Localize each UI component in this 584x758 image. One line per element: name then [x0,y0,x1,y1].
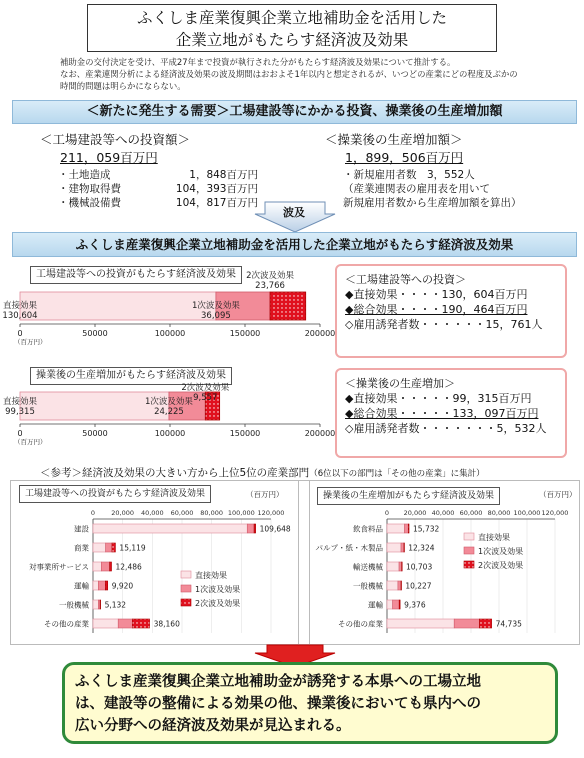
reference-note: （6位以下の部門は「その他の産業」に集計） [309,469,485,479]
category-label: 輸送機械 [353,562,383,572]
bar-segment [387,524,405,533]
unit-label: （百万円） [14,338,47,346]
bar-value-label: 23,766 [255,281,285,291]
summary-invest-heading: ＜工場建設等への投資＞ [345,273,466,286]
category-label: その他の産業 [44,619,89,629]
category-label: その他の産業 [338,619,383,629]
bar-total-label: 12,324 [408,543,435,553]
legend-label: 1次波及効果 [195,585,241,594]
summary-invest-direct: ◆直接効果・・・・130，604百万円 [345,288,528,301]
bar-segment [404,543,405,552]
summary-prod-total: ◆総合効果・・・・・133，097百万円 [345,407,539,420]
x-tick-label: 100000 [154,429,186,438]
bar-total-label: 12,486 [115,562,142,572]
bar-total-label: 74,735 [495,619,522,629]
category-label: 一般機械 [59,600,89,610]
legend-swatch [464,547,474,554]
bar-segment [93,581,98,590]
bar-value-label: 99,315 [5,407,35,417]
x-tick-label: 80,000 [200,509,224,517]
conclusion-line-2: は、建設等の整備による効果の他、操業後においても県内への [75,696,481,712]
bar-series-label: 2次波及効果 [181,383,230,393]
x-tick-label: 100,000 [227,509,255,517]
bar-segment [254,524,256,533]
bar-total-label: 15,119 [119,543,146,553]
bar-segment [401,581,402,590]
bar-series-label: 直接効果 [2,397,38,407]
bar-segment [479,619,491,628]
summary-prod-heading: ＜操業後の生産増加＞ [345,377,455,390]
bar-series-label: 直接効果 [2,301,38,311]
title-line-2: 企業立地がもたらす経済波及効果 [175,31,409,49]
bar-segment [393,600,400,609]
category-label: 商業 [74,543,89,553]
bar-series-label: 1次波及効果 [145,397,193,407]
legend-label: 直接効果 [478,533,510,542]
x-tick-label: 80,000 [487,509,511,517]
production-heading: ＜操業後の生産増加額＞ [325,132,463,147]
bar-total-label: 5,132 [104,600,127,610]
investment-item [58,182,258,196]
bar-segment [93,600,98,609]
chart4 [298,480,580,645]
bar-segment [112,543,115,552]
investment-item [58,196,258,210]
x-tick-label: 120,000 [257,509,285,517]
category-label: 対事業所サービス [29,562,89,572]
x-tick-label: 100,000 [513,509,541,517]
bar-value-label: 24,225 [154,407,184,417]
conclusion-line-1: ふくしま産業復興企業立地補助金が誘発する本県への工場立地 [75,674,481,690]
x-tick-label: 120,000 [541,509,569,517]
bar-segment [247,524,254,533]
bar-segment [93,543,106,552]
legend-label: 2次波及効果 [195,599,241,608]
bar-total-label: 109,648 [259,524,291,534]
x-tick-label: 20,000 [111,509,135,517]
production-notes [343,168,573,210]
unit-label: （百万円） [14,438,47,446]
legend-label: 直接効果 [195,571,227,580]
chart3-title: 工場建設等への投資がもたらす経済波及効果 [19,485,211,503]
bar-segment [408,524,409,533]
chart1-svg [2,262,340,362]
demand-band: ＜新たに発生する需要＞工場建設等にかかる投資、操業後の生産増加額 [12,100,577,124]
chart1 [2,262,340,362]
bar-segment-2 [270,292,306,320]
intro-text [60,56,580,92]
bar-series-label: 2次波及効果 [246,271,295,281]
x-tick-label: 40,000 [140,509,164,517]
bar-total-label: 15,732 [413,524,440,534]
summary-prod-employment: ◇雇用誘発者数・・・・・・・5，532人 [345,422,547,435]
bar-segment [93,524,247,533]
x-tick-label: 50000 [82,429,108,438]
x-tick-label: 0 [90,509,96,517]
bar-value-label: 9,557 [193,393,218,403]
bar-segment [93,619,118,628]
production-note-1: ・新規雇用者数 3，552人 [343,169,475,181]
bar-segment [387,600,393,609]
page-title [87,4,497,52]
bar-segment [387,619,454,628]
legend-swatch [181,599,191,606]
x-tick-label: 200000 [304,329,336,338]
x-tick-label: 200000 [304,429,336,438]
investment-item [58,168,258,182]
investment-item-value: 104，393百万円 [175,183,258,195]
reference-title [40,465,485,480]
x-tick-label: 100000 [154,329,186,338]
category-label: 建設 [74,524,89,534]
summary-prod-direct: ◆直接効果・・・・・99，315百万円 [345,392,532,405]
category-label: 運輸 [74,581,89,591]
bar-segment [93,562,101,571]
bar-segment [399,600,400,609]
investment-items [58,168,258,210]
production-total: 1，899，506百万円 [345,150,464,165]
bar-segment [454,619,479,628]
chart4-unit: （百万円） [539,490,577,499]
bar-segment [405,524,409,533]
production-note-2: （産業連関表の雇用表を用いて [343,183,490,195]
legend-label: 2次波及効果 [478,561,524,570]
production-note-3: 新規雇用者数から生産増加額を算出） [343,197,522,209]
bar-total-label: 10,703 [405,562,433,572]
bar-segment [398,581,401,590]
chart3-svg [11,481,311,646]
summary-invest-box [335,264,567,358]
legend-swatch [181,571,191,578]
intro-line-3: 時間的問題は明らかにならない。 [60,81,186,91]
chart2-svg [2,362,340,462]
bar-segment [402,562,403,571]
bar-value-label: 36,095 [201,311,231,321]
bar-segment [387,581,398,590]
x-tick-label: 150000 [229,329,261,338]
category-label: 飲食料品 [353,524,383,534]
investment-item-value: 104，817百万円 [175,197,258,209]
legend-swatch [464,561,474,568]
x-tick-label: 150000 [229,429,261,438]
chart3-unit: （百万円） [246,490,284,499]
bar-segment [401,543,404,552]
bar-segment [101,562,109,571]
ripple-arrow [255,202,335,228]
bar-segment [100,600,101,609]
investment-heading: ＜工場建設等への投資額＞ [40,132,191,147]
bar-total-label: 9,376 [404,600,426,610]
bar-segment [106,543,112,552]
chart2 [2,362,340,462]
x-tick-label: 0 [17,429,23,438]
chart2-title: 操業後の生産増加がもたらす経済波及効果 [30,367,232,385]
bar-segment-0 [20,292,216,320]
bar-segment [132,619,149,628]
x-tick-label: 20,000 [403,509,427,517]
bar-segment [118,619,132,628]
category-label: 運輸 [368,600,383,610]
x-tick-label: 0 [384,509,390,517]
legend-swatch [464,533,474,540]
reference-title-text: ＜参考＞経済波及効果の大きい方から上位5位の産業部門 [40,467,310,479]
legend-label: 1次波及効果 [478,547,524,556]
category-label: 一般機械 [353,581,383,591]
x-tick-label: 50000 [82,329,108,338]
conclusion-line-3: 広い分野への経済波及効果が見込まれる。 [75,718,351,734]
x-tick-label: 40,000 [431,509,455,517]
investment-item-label: ・土地造成 [58,169,111,181]
effect-band: ふくしま産業復興企業立地補助金を活用した企業立地がもたらす経済波及効果 [12,232,577,257]
chart4-svg [299,481,581,646]
x-tick-label: 0 [17,329,23,338]
summary-invest-employment: ◇雇用誘発者数・・・・・・15，761人 [345,318,543,331]
bar-total-label: 10,227 [405,581,432,591]
chart4-title: 操業後の生産増加がもたらす経済波及効果 [317,487,500,505]
category-label: パルプ・紙・木製品 [315,543,383,553]
investment-item-value: 1，848百万円 [189,169,258,181]
chart3 [10,480,310,645]
investment-total: 211，059百万円 [60,150,158,165]
bar-total-label: 9,920 [111,581,134,591]
bar-total-label: 38,160 [153,619,180,629]
investment-item-label: ・機械設備費 [58,197,121,209]
bar-segment [387,562,399,571]
intro-line-2: なお、産業連関分析による経済波及効果の波及期間はおおよそ1年以内と想定されるが、いつどの産業にどの程度及ぶかの [60,69,518,79]
bar-segment [399,562,402,571]
summary-invest-total: ◆総合効果・・・・190，464百万円 [345,303,528,316]
x-tick-label: 60,000 [459,509,483,517]
chart1-title: 工場建設等への投資がもたらす経済波及効果 [30,266,242,284]
summary-prod-box [335,368,567,458]
conclusion-box [62,662,558,744]
bar-segment [387,543,401,552]
x-tick-label: 60,000 [170,509,194,517]
title-line-1: ふくしま産業復興企業立地補助金を活用した [136,9,447,27]
legend-swatch [181,585,191,592]
ripple-label: 波及 [283,206,305,219]
bar-segment [110,562,112,571]
bar-series-label: 1次波及効果 [191,301,240,311]
intro-line-1: 補助金の交付決定を受け、平成27年まで投資が執行された分がもたらす経済波及効果について推計する。 [60,57,456,67]
bar-segment [98,581,105,590]
bar-segment [105,581,107,590]
bar-value-label: 130,604 [2,311,38,321]
investment-item-label: ・建物取得費 [58,183,121,195]
